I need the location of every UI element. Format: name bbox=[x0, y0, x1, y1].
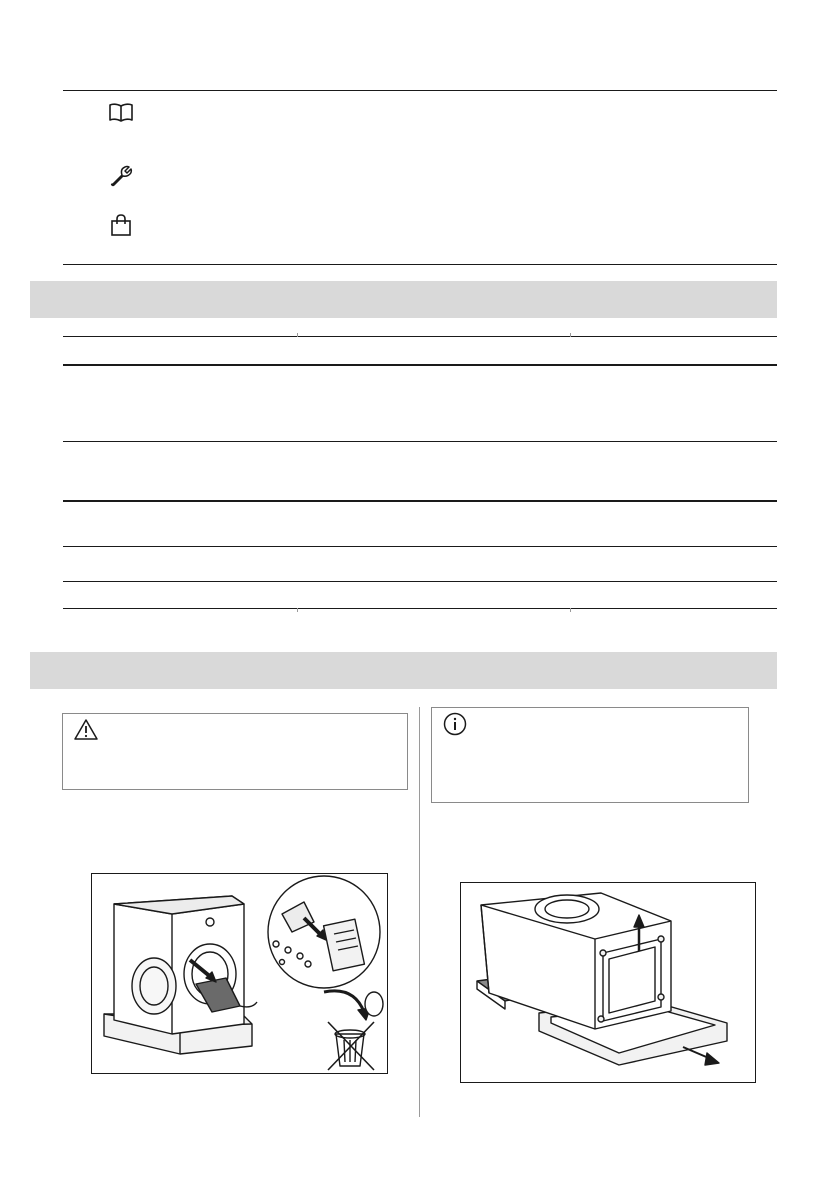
info-box bbox=[431, 707, 749, 803]
remove-packaging-base-illustration bbox=[460, 882, 756, 1083]
table-column-tick bbox=[570, 608, 571, 612]
wrench-icon bbox=[108, 163, 134, 189]
table-rule bbox=[63, 364, 777, 366]
table-rule bbox=[63, 581, 777, 582]
shopping-bag-icon bbox=[108, 212, 134, 238]
info-circle-icon bbox=[442, 711, 468, 737]
warning-triangle-icon bbox=[73, 717, 99, 743]
top-rule bbox=[63, 90, 777, 91]
open-book-icon bbox=[108, 100, 134, 126]
table-rule bbox=[63, 546, 777, 547]
unpacking-illustration bbox=[91, 873, 388, 1074]
table-rule bbox=[63, 336, 777, 337]
info-block-bottom-rule bbox=[63, 264, 777, 265]
table-rule bbox=[63, 608, 777, 609]
table-column-tick bbox=[297, 608, 298, 612]
warning-box bbox=[62, 713, 408, 790]
table-column-tick bbox=[570, 333, 571, 337]
table-rule bbox=[63, 500, 777, 502]
table-rule bbox=[63, 441, 777, 442]
section-heading-band bbox=[30, 652, 777, 689]
column-divider bbox=[419, 707, 420, 1117]
table-column-tick bbox=[297, 333, 298, 337]
section-heading-band bbox=[30, 281, 777, 318]
